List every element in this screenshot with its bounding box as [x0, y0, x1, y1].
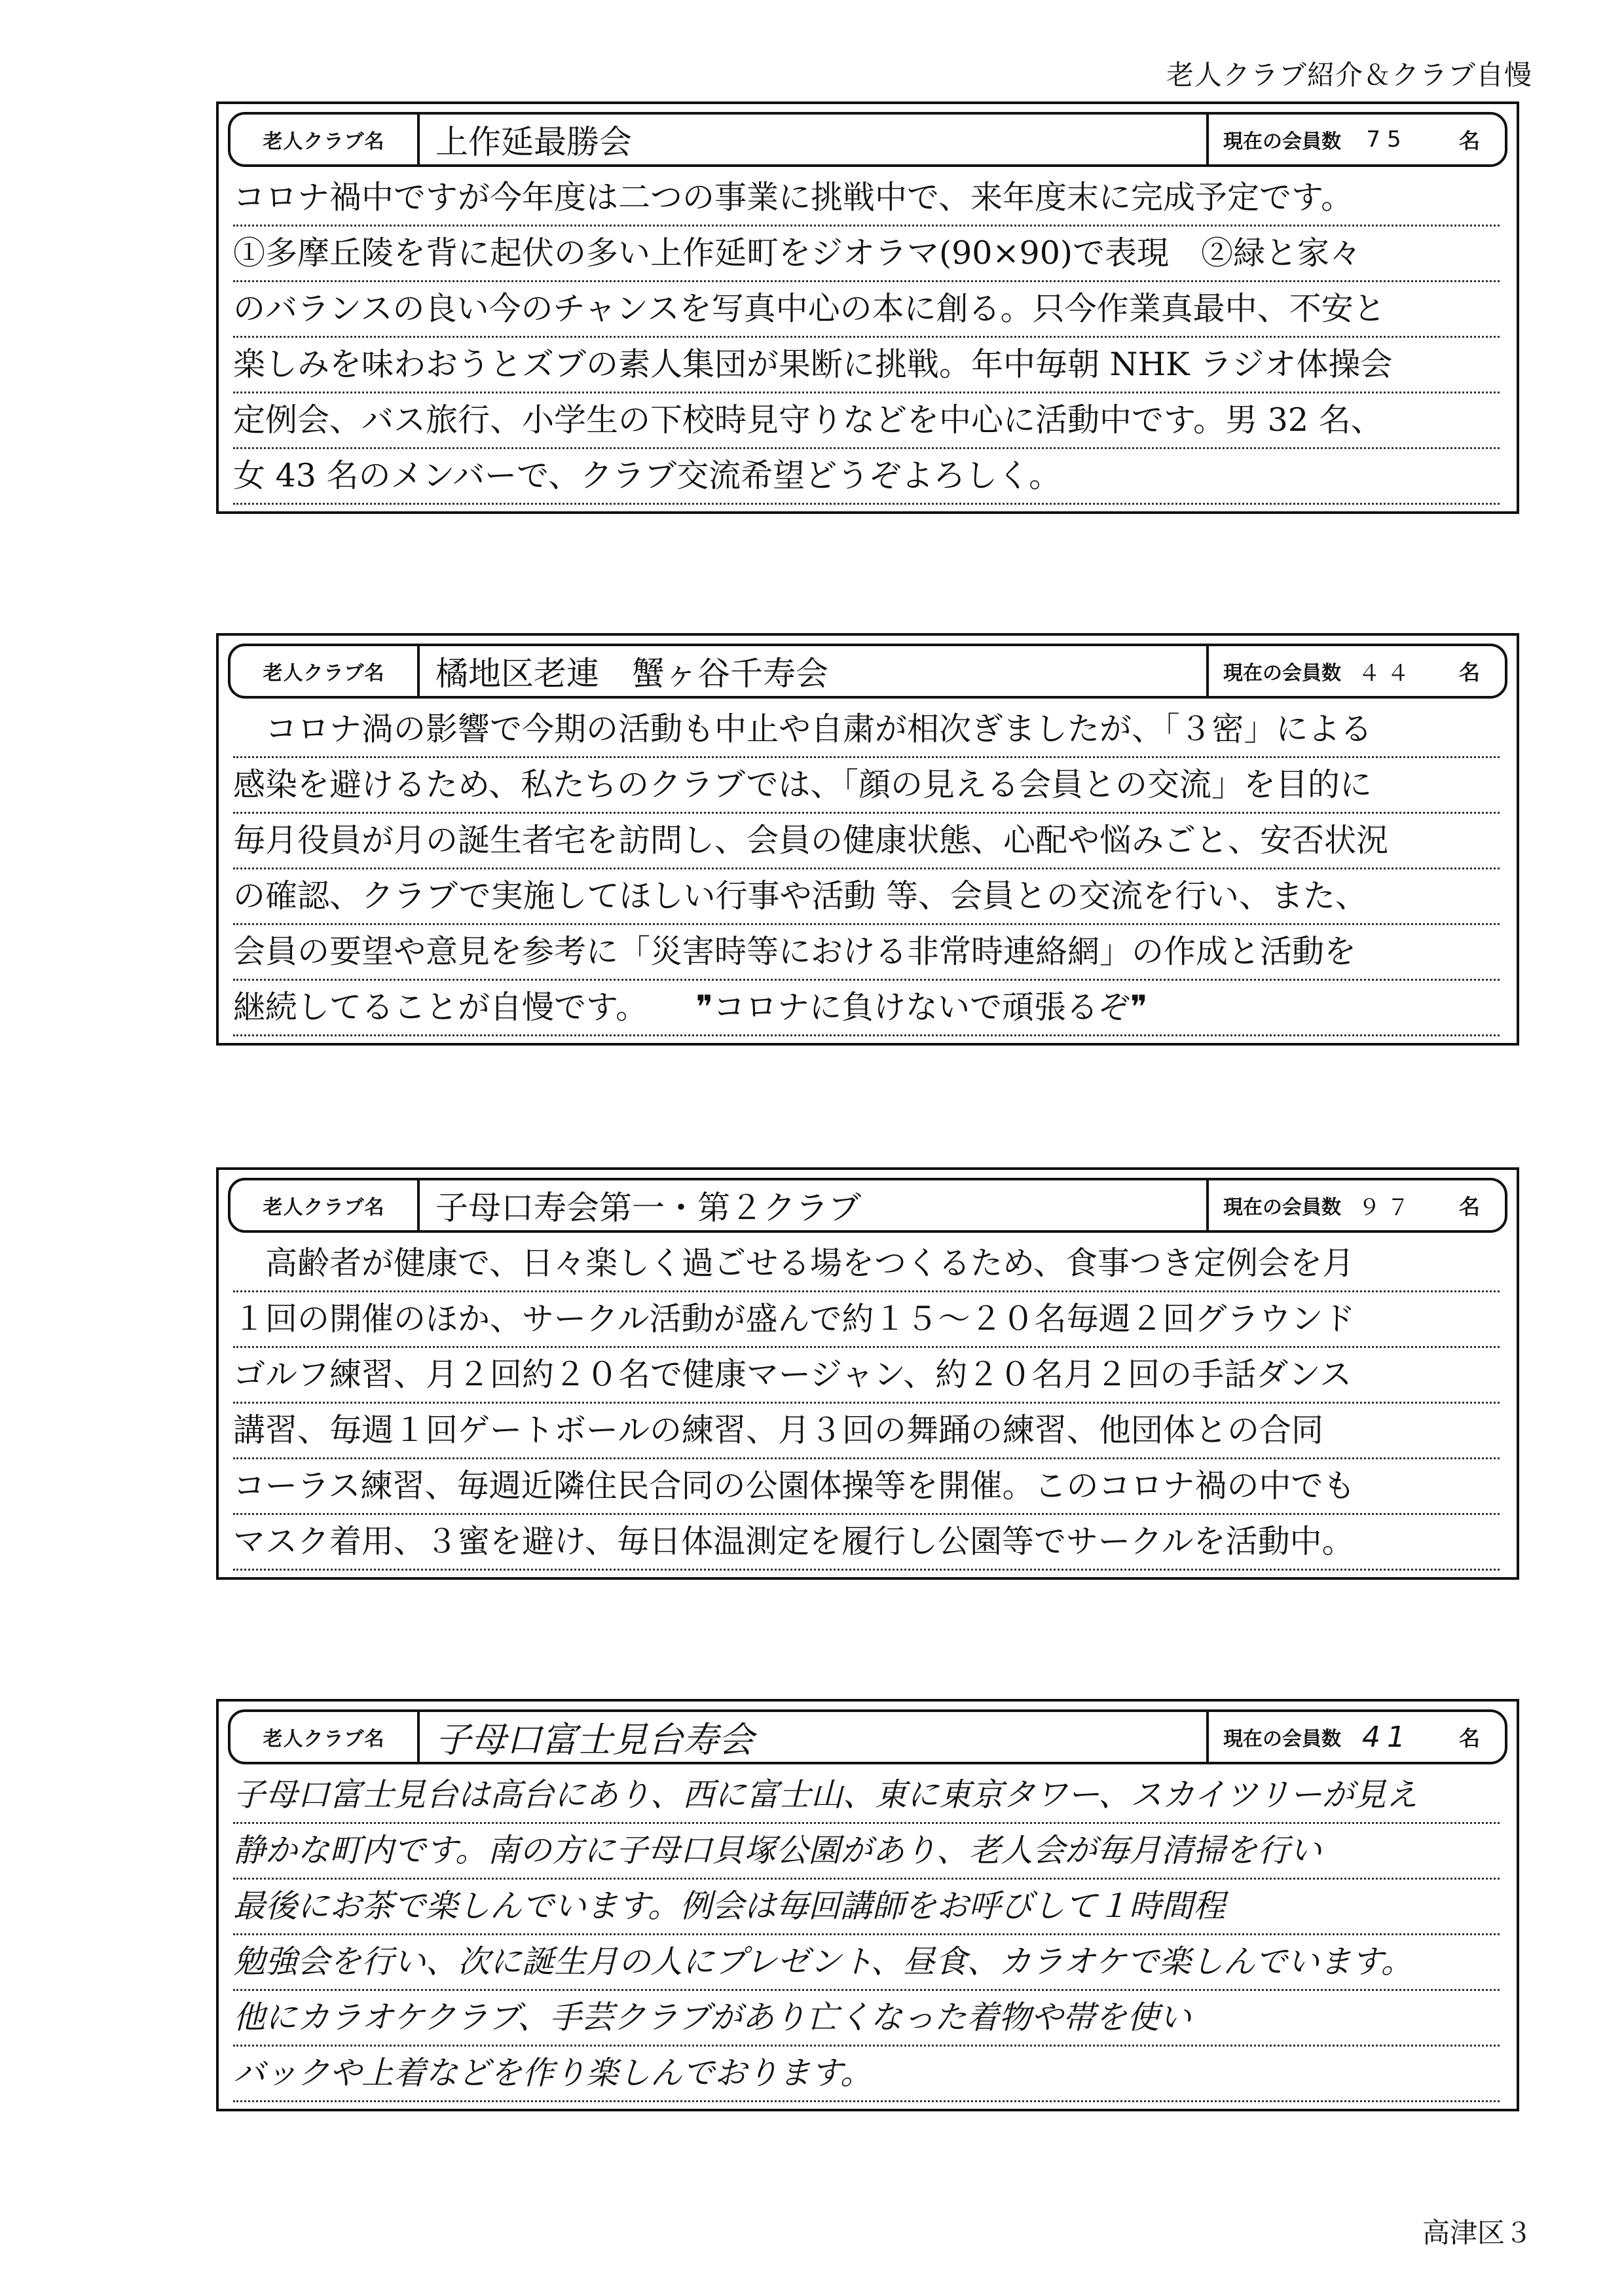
- member-count-label: 現在の会員数: [1223, 130, 1341, 153]
- description-line: コーラス練習、毎週近隣住民合同の公園体操等を開催。このコロナ禍の中でも: [233, 1459, 1500, 1515]
- member-count-unit: 名: [1459, 1194, 1481, 1219]
- club-description: [219, 167, 1517, 511]
- description-line: 講習、毎週１回ゲートボールの練習、月３回の舞踊の練習、他団体との合同: [233, 1404, 1500, 1459]
- club-name: 上作延最勝会: [420, 115, 1209, 164]
- description-line: 最後にお茶で楽しんでいます。例会は毎回講師をお呼びして１時間程: [233, 1880, 1500, 1935]
- club-name: 子母口富士見台寿会: [420, 1712, 1209, 1762]
- club-name-label: 老人クラブ名: [231, 1180, 420, 1230]
- club-name-label: 老人クラブ名: [231, 115, 420, 164]
- description-line: の確認、クラブで実施してほしい行事や活動 等、会員との交流を行い、また、: [233, 869, 1500, 925]
- description-line: 会員の要望や意見を参考に「災害時等における非常時連絡網」の作成と活動を: [233, 925, 1500, 981]
- club-name-label: 老人クラブ名: [231, 646, 420, 696]
- member-count-unit: 名: [1459, 128, 1481, 153]
- member-count-field: [1209, 115, 1505, 164]
- member-count-field: [1209, 646, 1505, 696]
- description-line: 定例会、バス旅行、小学生の下校時見守りなどを中心に活動中です。男 32 名、: [233, 393, 1500, 449]
- description-line: ①多摩丘陵を背に起伏の多い上作延町をジオラマ(90×90)で表現 ②緑と家々: [233, 227, 1500, 282]
- club-name: 橘地区老連 蟹ヶ谷千寿会: [420, 646, 1209, 696]
- description-line: のバランスの良い今のチャンスを写真中心の本に創る。只今作業真最中、不安と: [233, 282, 1500, 338]
- club-name: 子母口寿会第一・第２クラブ: [420, 1180, 1209, 1230]
- club-card-header: [228, 112, 1507, 167]
- description-line: 毎月役員が月の誕生者宅を訪問し、会員の健康状態、心配や悩みごと、安否状況: [233, 814, 1500, 869]
- club-name-label: 老人クラブ名: [231, 1712, 420, 1762]
- description-line: 他にカラオケクラブ、手芸クラブがあり亡くなった着物や帯を使い: [233, 1991, 1500, 2047]
- member-count-label: 現在の会員数: [1223, 662, 1341, 685]
- description-line: 静かな町内です。南の方に子母口貝塚公園があり、老人会が毎月清掃を行い: [233, 1824, 1500, 1880]
- member-count-value: ４４: [1358, 660, 1416, 687]
- description-line: 継続してることが自慢です。 ❞コロナに負けないで頑張るぞ❞: [233, 981, 1500, 1036]
- member-count-value: ９７: [1358, 1194, 1416, 1221]
- club-card-header: [228, 644, 1507, 699]
- member-count-value: 75: [1366, 126, 1408, 153]
- club-card-3: [216, 1167, 1519, 1580]
- member-count-unit: 名: [1459, 1726, 1481, 1751]
- member-count-unit: 名: [1459, 660, 1481, 685]
- member-count-field: [1209, 1712, 1505, 1762]
- description-line: ゴルフ練習、月２回約２０名で健康マージャン、約２０名月２回の手話ダンス: [233, 1348, 1500, 1404]
- description-line: 子母口富士見台は高台にあり、西に富士山、東に東京タワー、スカイツリーが見え: [233, 1768, 1500, 1824]
- member-count-value: 41: [1362, 1720, 1412, 1754]
- club-card-2: [216, 633, 1519, 1046]
- club-card-header: [228, 1709, 1507, 1764]
- description-line: 感染を避けるため、私たちのクラブでは、「顔の見える会員との交流」を目的に: [233, 758, 1500, 814]
- club-card-header: [228, 1178, 1507, 1233]
- description-line: １回の開催のほか、サークル活動が盛んで約１５～２０名毎週２回グラウンド: [233, 1292, 1500, 1348]
- description-line: 勉強会を行い、次に誕生月の人にプレゼント、昼食、カラオケで楽しんでいます。: [233, 1935, 1500, 1991]
- description-line: 高齢者が健康で、日々楽しく過ごせる場をつくるため、食事つき定例会を月: [233, 1237, 1500, 1292]
- description-line: 楽しみを味わおうとズブの素人集団が果断に挑戦。年中毎朝 NHK ラジオ体操会: [233, 338, 1500, 393]
- page-header: 老人クラブ紹介＆クラブ自慢: [1166, 59, 1532, 91]
- description-line: コロナ禍中ですが今年度は二つの事業に挑戦中で、来年度末に完成予定です。: [233, 171, 1500, 227]
- club-card-1: [216, 101, 1519, 514]
- club-description: [219, 1233, 1517, 1577]
- description-line: コロナ渦の影響で今期の活動も中止や自粛が相次ぎましたが、「３密」による: [233, 702, 1500, 758]
- member-count-label: 現在の会員数: [1223, 1196, 1341, 1219]
- description-line: 女 43 名のメンバーで、クラブ交流希望どうぞよろしく。: [233, 449, 1500, 505]
- description-line: マスク着用、３蜜を避け、毎日体温測定を履行し公園等でサークルを活動中。: [233, 1515, 1500, 1571]
- club-card-4: [216, 1699, 1519, 2111]
- member-count-field: [1209, 1180, 1505, 1230]
- club-description: [219, 1764, 1517, 2109]
- page-footer: 高津区３: [1422, 2217, 1532, 2249]
- club-description: [219, 699, 1517, 1043]
- member-count-label: 現在の会員数: [1223, 1728, 1341, 1751]
- description-line: バックや上着などを作り楽しんでおります。: [233, 2047, 1500, 2102]
